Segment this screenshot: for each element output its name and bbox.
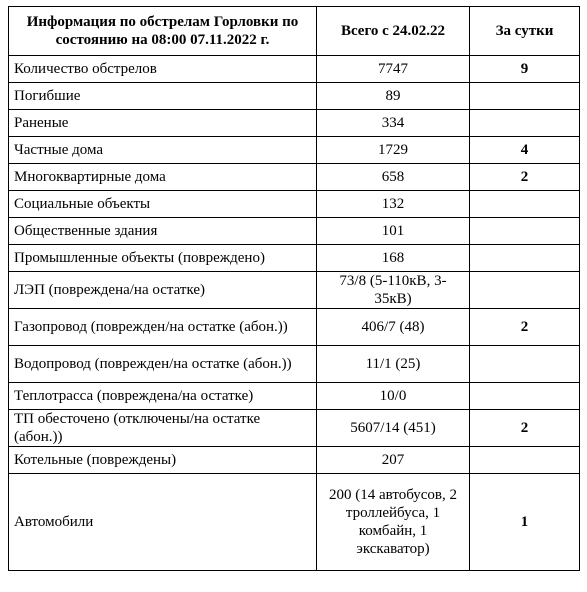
table-row (9, 410, 580, 447)
row-day: 2 (470, 164, 580, 191)
row-total: 73/8 (5-110кВ, 3-35кВ) (317, 272, 470, 309)
row-label: Частные дома (9, 137, 317, 164)
row-day (470, 110, 580, 137)
row-label: Промышленные объекты (повреждено) (9, 245, 317, 272)
table-row (9, 164, 580, 191)
table-row (9, 191, 580, 218)
row-day: 4 (470, 137, 580, 164)
table-row (9, 309, 580, 346)
row-day: 1 (470, 474, 580, 571)
table-row (9, 83, 580, 110)
row-label: Общественные здания (9, 218, 317, 245)
row-day (470, 447, 580, 474)
table-row (9, 272, 580, 309)
row-total: 89 (317, 83, 470, 110)
row-day (470, 83, 580, 110)
table-row (9, 474, 580, 571)
row-day (470, 245, 580, 272)
row-label: ЛЭП (повреждена/на остатке) (9, 272, 317, 309)
row-label: Водопровод (поврежден/на остатке (абон.)) (9, 346, 317, 383)
table-row (9, 447, 580, 474)
row-label: Количество обстрелов (9, 56, 317, 83)
row-total: 200 (14 автобусов, 2 троллейбуса, 1 комбайн, 1 экскаватор) (317, 474, 470, 571)
row-label: Социальные объекты (9, 191, 317, 218)
table-row (9, 346, 580, 383)
row-day (470, 383, 580, 410)
row-total: 5607/14 (451) (317, 410, 470, 447)
shelling-report-table (8, 6, 580, 571)
table-row (9, 218, 580, 245)
header-row (9, 7, 580, 56)
row-total: 406/7 (48) (317, 309, 470, 346)
row-total: 101 (317, 218, 470, 245)
row-label: Погибшие (9, 83, 317, 110)
row-total: 207 (317, 447, 470, 474)
row-day (470, 191, 580, 218)
row-day: 2 (470, 309, 580, 346)
row-total: 132 (317, 191, 470, 218)
row-day (470, 272, 580, 309)
column-header-total: Всего с 24.02.22 (317, 7, 470, 56)
table-row (9, 245, 580, 272)
row-total: 11/1 (25) (317, 346, 470, 383)
row-total: 10/0 (317, 383, 470, 410)
row-label: Автомобили (9, 474, 317, 571)
row-day (470, 218, 580, 245)
table-row (9, 110, 580, 137)
table-row (9, 137, 580, 164)
row-total: 1729 (317, 137, 470, 164)
table-row (9, 383, 580, 410)
row-total: 7747 (317, 56, 470, 83)
row-day (470, 346, 580, 383)
row-day: 2 (470, 410, 580, 447)
column-header-day: За сутки (470, 7, 580, 56)
row-total: 658 (317, 164, 470, 191)
row-day: 9 (470, 56, 580, 83)
row-label: ТП обесточено (отключены/на остатке (абон.)) (9, 410, 317, 447)
row-total: 168 (317, 245, 470, 272)
row-label: Раненые (9, 110, 317, 137)
row-label: Теплотрасса (повреждена/на остатке) (9, 383, 317, 410)
row-total: 334 (317, 110, 470, 137)
table-title: Информация по обстрелам Горловки по состоянию на 08:00 07.11.2022 г. (9, 7, 317, 56)
row-label: Котельные (повреждены) (9, 447, 317, 474)
row-label: Многоквартирные дома (9, 164, 317, 191)
row-label: Газопровод (поврежден/на остатке (абон.)) (9, 309, 317, 346)
table-row (9, 56, 580, 83)
